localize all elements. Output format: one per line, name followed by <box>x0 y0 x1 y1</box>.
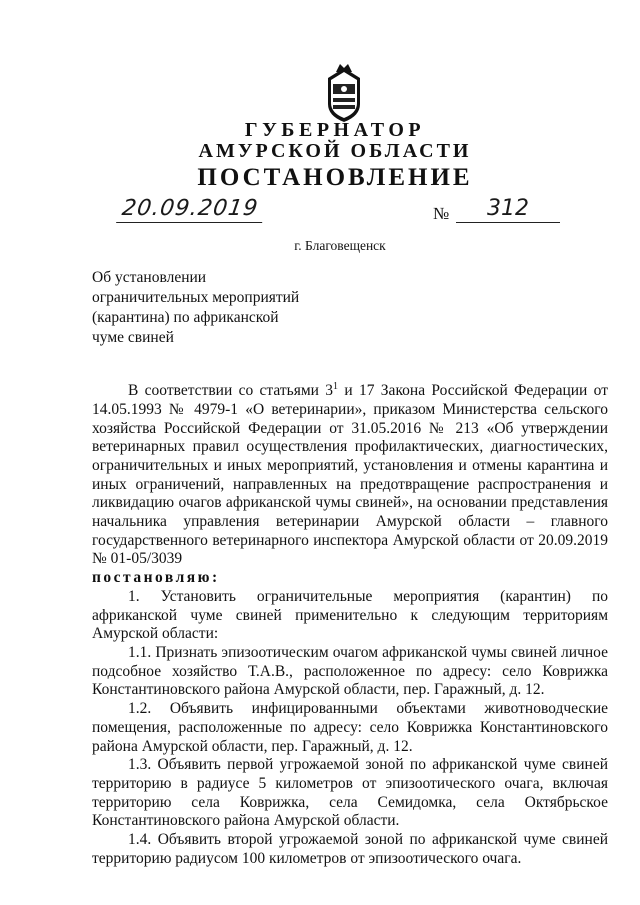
coat-of-arms-icon <box>322 62 366 124</box>
document-number: 312 <box>456 196 560 223</box>
subject-line: Об установлении <box>92 269 207 286</box>
document-body <box>92 378 608 868</box>
city: г. Благовещенск <box>294 238 386 253</box>
number-label: № <box>433 204 450 223</box>
document-date: 20.09.2019 <box>116 196 266 223</box>
subject-line: (карантина) по африканской <box>92 309 279 326</box>
resolve-word: постановляю: <box>92 569 220 587</box>
item-1-2: 1.2. Объявить инфицированными объектами животноводческие помещения, расположенные по адресу: село Коврижка Константиновского района Амурской области, пер. Гаражный, д. 12. <box>92 700 608 755</box>
subject-line: ограничительных мероприятий <box>92 289 300 306</box>
preamble: В соответствии со статьями $3^1$ и 17 Закона Российской Федерации от 14.05.1993 № 4979-1 «О ветеринарии», приказом Министерства сельского хозяйства Российской Федерации от 31.05.2016 № 213 «Об утверждении ветеринарных правил осуществления профилактических, диагностических, ограничительных и иных мероприятий, установления и отмены карантина и иных ограничений, направленных на предотвращение распространения и ликвидацию очагов африканской чумы свиней», на основании представления начальника управления ветеринарии Амурской области – главного государственного ветеринарного инспектора Амурской области от 20.09.2019 № 01-05/3039 <box>92 381 608 568</box>
issuer-region: АМУРСКОЙ ОБЛАСТИ <box>198 140 472 162</box>
item-1: 1. Установить ограничительные мероприятия (карантин) по африканской чуме свиней применительно к следующим территориям Амурской области: <box>92 587 608 643</box>
subject-line: чуме свиней <box>92 329 174 346</box>
item-1-1: 1.1. Признать эпизоотическим очагом африканской чумы свиней личное подсобное хозяйство Т.А.В., расположенное по адресу: село Коврижка Константиновского района Амурской области, пер. Гаражный, д. 12. <box>92 644 608 699</box>
item-1-3: 1.3. Объявить первой угрожаемой зоной по африканской чуме свиней территорию в радиусе 5 километров от эпизоотического очага, включая территорию села Коврижка, села Семидомка, села Октябрьское Константиновского района Амурской области. <box>92 756 608 830</box>
document-type: ПОСТАНОВЛЕНИЕ <box>197 164 473 191</box>
item-1-4: 1.4. Объявить второй угрожаемой зоной по африканской чуме свиней территорию радиусом 100 километров от эпизоотического очага. <box>92 831 608 867</box>
issuer-title: ГУБЕРНАТОР <box>244 119 426 141</box>
subject <box>92 268 299 348</box>
